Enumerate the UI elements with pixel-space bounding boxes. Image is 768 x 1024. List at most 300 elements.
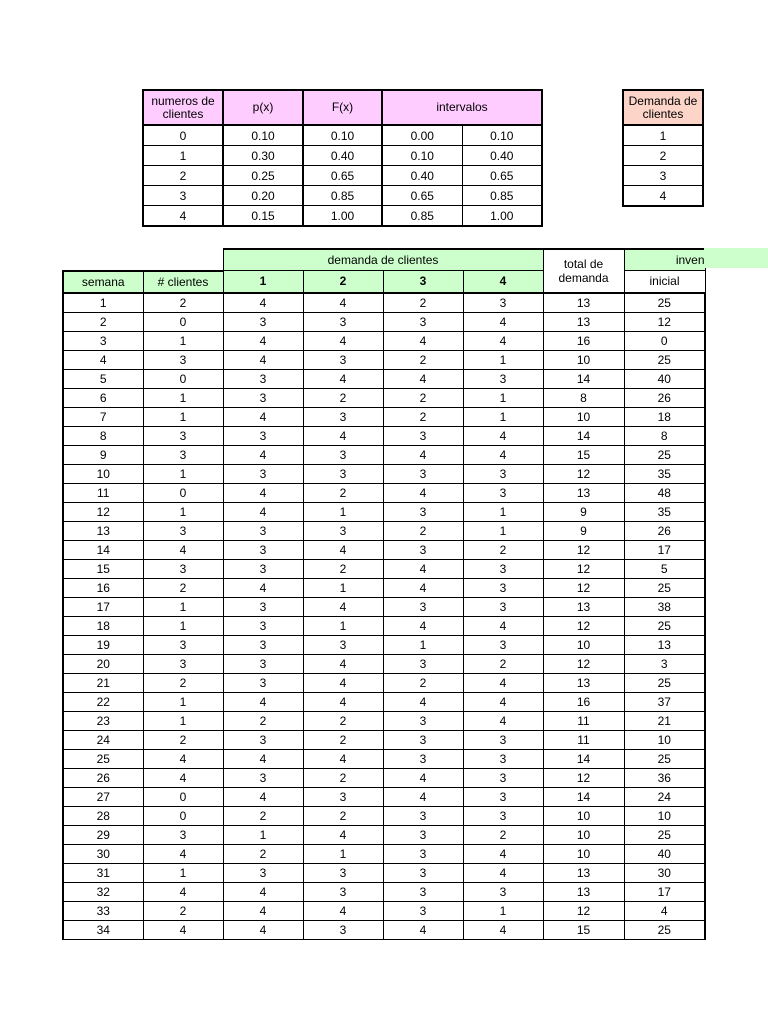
table-cell: 3 <box>63 331 143 350</box>
table-cell: 3 <box>463 768 543 787</box>
table-cell: 4 <box>383 616 463 635</box>
demand-row <box>623 125 703 146</box>
table-cell: 3 <box>223 673 303 692</box>
table-cell: 25 <box>624 293 705 313</box>
table-cell: 16 <box>63 578 143 597</box>
table-cell: 4 <box>463 616 543 635</box>
table-cell: 3 <box>463 578 543 597</box>
table-cell: 2 <box>63 312 143 331</box>
table-cell: 25 <box>63 749 143 768</box>
table-cell: 8 <box>63 426 143 445</box>
demand-cell: 1 <box>623 125 703 146</box>
table-cell: 3 <box>223 559 303 578</box>
table-cell: 21 <box>624 711 705 730</box>
header-demand-3: 3 <box>383 271 463 293</box>
probability-cell: 1.00 <box>462 206 542 227</box>
table-row <box>63 654 705 673</box>
table-cell: 25 <box>624 616 705 635</box>
table-cell: 24 <box>63 730 143 749</box>
table-cell: 1 <box>463 350 543 369</box>
table-cell: 4 <box>383 578 463 597</box>
table-row <box>63 464 705 483</box>
table-cell: 3 <box>223 635 303 654</box>
table-row <box>63 559 705 578</box>
table-cell: 3 <box>223 521 303 540</box>
table-cell: 3 <box>223 540 303 559</box>
table-cell: 3 <box>303 350 383 369</box>
table-cell: 4 <box>223 502 303 521</box>
table-cell: 3 <box>223 654 303 673</box>
probability-cell: 0.65 <box>382 186 462 206</box>
probability-row <box>143 125 542 146</box>
table-row <box>63 635 705 654</box>
table-cell: 25 <box>624 749 705 768</box>
table-cell: 2 <box>143 901 223 920</box>
table-cell: 0 <box>143 787 223 806</box>
probability-header-row <box>143 90 542 125</box>
table-cell: 1 <box>383 635 463 654</box>
table-row <box>63 350 705 369</box>
table-row <box>63 616 705 635</box>
header-total-demanda: total de demanda <box>543 249 624 293</box>
probability-cell: 1.00 <box>303 206 382 227</box>
table-cell: 4 <box>463 844 543 863</box>
table-cell: 13 <box>543 673 624 692</box>
table-cell: 3 <box>303 635 383 654</box>
table-cell: 1 <box>143 711 223 730</box>
table-cell: 30 <box>63 844 143 863</box>
table-cell: 3 <box>463 806 543 825</box>
table-row <box>63 293 705 313</box>
table-cell: 4 <box>143 844 223 863</box>
table-cell: 3 <box>383 502 463 521</box>
table-cell: 4 <box>143 540 223 559</box>
table-cell: 26 <box>624 521 705 540</box>
table-cell: 0 <box>143 806 223 825</box>
table-cell: 11 <box>543 711 624 730</box>
table-cell: 4 <box>383 920 463 939</box>
header-demand-4: 4 <box>463 271 543 293</box>
table-cell: 4 <box>223 920 303 939</box>
table-cell: 11 <box>543 730 624 749</box>
table-cell: 2 <box>143 673 223 692</box>
table-row <box>63 825 705 844</box>
table-cell: 4 <box>223 445 303 464</box>
header-inventario: inven <box>624 249 705 271</box>
table-cell: 23 <box>63 711 143 730</box>
table-cell: 19 <box>63 635 143 654</box>
table-row <box>63 882 705 901</box>
table-cell: 3 <box>143 635 223 654</box>
table-row <box>63 578 705 597</box>
table-cell: 3 <box>383 863 463 882</box>
table-cell: 5 <box>63 369 143 388</box>
probability-cell: 2 <box>143 166 223 186</box>
table-cell: 2 <box>303 559 383 578</box>
table-cell: 2 <box>463 654 543 673</box>
table-cell: 3 <box>624 654 705 673</box>
table-cell: 4 <box>463 711 543 730</box>
table-cell: 13 <box>543 882 624 901</box>
table-row <box>63 920 705 939</box>
table-cell: 1 <box>463 502 543 521</box>
probability-cell: 1 <box>143 146 223 166</box>
header-clientes: # clientes <box>143 271 223 293</box>
table-cell: 3 <box>383 711 463 730</box>
table-row <box>63 711 705 730</box>
table-cell: 13 <box>543 863 624 882</box>
table-cell: 17 <box>624 882 705 901</box>
table-cell: 3 <box>303 407 383 426</box>
table-cell: 33 <box>63 901 143 920</box>
table-cell: 4 <box>143 768 223 787</box>
table-cell: 15 <box>543 445 624 464</box>
table-cell: 4 <box>223 407 303 426</box>
table-cell: 2 <box>383 293 463 313</box>
table-cell: 11 <box>63 483 143 502</box>
table-cell: 3 <box>463 464 543 483</box>
probability-cell: 4 <box>143 206 223 227</box>
probability-cell: 0.20 <box>223 186 303 206</box>
probability-cell: 0.15 <box>223 206 303 227</box>
table-cell: 17 <box>63 597 143 616</box>
probability-cell: 0.65 <box>303 166 382 186</box>
table-cell: 4 <box>383 445 463 464</box>
table-cell: 6 <box>63 388 143 407</box>
table-cell: 4 <box>223 787 303 806</box>
table-cell: 25 <box>624 920 705 939</box>
table-cell: 4 <box>303 369 383 388</box>
table-cell: 3 <box>383 806 463 825</box>
table-cell: 1 <box>143 407 223 426</box>
table-cell: 3 <box>463 597 543 616</box>
table-cell: 3 <box>223 388 303 407</box>
table-cell: 36 <box>624 768 705 787</box>
probability-cell: 0.85 <box>462 186 542 206</box>
table-cell: 1 <box>143 388 223 407</box>
table-cell: 4 <box>624 901 705 920</box>
table-cell: 34 <box>63 920 143 939</box>
table-cell: 25 <box>624 445 705 464</box>
table-cell: 4 <box>143 882 223 901</box>
probability-table <box>142 89 543 227</box>
table-cell: 3 <box>143 521 223 540</box>
table-cell: 3 <box>463 559 543 578</box>
table-cell: 27 <box>63 787 143 806</box>
table-cell: 3 <box>143 559 223 578</box>
probability-cell: 0.85 <box>303 186 382 206</box>
probability-cell: 0.10 <box>462 125 542 146</box>
table-cell: 3 <box>383 464 463 483</box>
table-cell: 4 <box>303 673 383 692</box>
table-cell: 4 <box>303 749 383 768</box>
table-cell: 4 <box>383 787 463 806</box>
table-cell: 3 <box>463 635 543 654</box>
table-cell: 3 <box>223 369 303 388</box>
table-row <box>63 426 705 445</box>
header-fx: F(x) <box>303 90 382 125</box>
table-cell: 3 <box>303 863 383 882</box>
empty-cell <box>143 249 223 271</box>
table-cell: 0 <box>143 312 223 331</box>
table-cell: 17 <box>624 540 705 559</box>
table-cell: 4 <box>383 559 463 578</box>
table-cell: 3 <box>143 426 223 445</box>
table-cell: 48 <box>624 483 705 502</box>
header-intervalos: intervalos <box>382 90 542 125</box>
table-cell: 20 <box>63 654 143 673</box>
table-cell: 9 <box>543 521 624 540</box>
header-demand-2: 2 <box>303 271 383 293</box>
table-cell: 1 <box>143 616 223 635</box>
table-cell: 16 <box>543 692 624 711</box>
table-cell: 15 <box>63 559 143 578</box>
table-cell: 3 <box>303 787 383 806</box>
probability-cell: 0.10 <box>303 125 382 146</box>
table-cell: 4 <box>463 312 543 331</box>
table-cell: 3 <box>463 749 543 768</box>
table-cell: 18 <box>624 407 705 426</box>
table-cell: 2 <box>143 730 223 749</box>
simulation-group-header-row <box>63 249 705 271</box>
table-row <box>63 692 705 711</box>
probability-cell: 3 <box>143 186 223 206</box>
probability-cell: 0.85 <box>382 206 462 227</box>
table-cell: 3 <box>463 730 543 749</box>
table-cell: 4 <box>383 483 463 502</box>
table-cell: 3 <box>303 445 383 464</box>
table-cell: 10 <box>63 464 143 483</box>
table-cell: 1 <box>223 825 303 844</box>
table-cell: 8 <box>543 388 624 407</box>
table-cell: 4 <box>303 293 383 313</box>
table-cell: 1 <box>143 464 223 483</box>
table-row <box>63 787 705 806</box>
table-cell: 4 <box>463 863 543 882</box>
table-cell: 12 <box>543 654 624 673</box>
table-cell: 40 <box>624 844 705 863</box>
header-numeros-clientes: numeros de clientes <box>143 90 223 125</box>
table-cell: 2 <box>383 521 463 540</box>
table-cell: 2 <box>143 578 223 597</box>
header-demanda-de-clientes: demanda de clientes <box>223 249 543 271</box>
table-cell: 12 <box>543 559 624 578</box>
table-cell: 25 <box>624 673 705 692</box>
table-cell: 13 <box>543 597 624 616</box>
table-cell: 25 <box>624 578 705 597</box>
table-cell: 4 <box>303 692 383 711</box>
empty-cell <box>63 249 143 271</box>
probability-row <box>143 206 542 227</box>
table-cell: 1 <box>303 502 383 521</box>
table-cell: 2 <box>383 350 463 369</box>
table-cell: 13 <box>543 293 624 313</box>
table-cell: 22 <box>63 692 143 711</box>
table-cell: 1 <box>303 844 383 863</box>
table-cell: 3 <box>303 312 383 331</box>
table-cell: 4 <box>383 331 463 350</box>
demand-cell: 3 <box>623 166 703 186</box>
table-cell: 10 <box>543 350 624 369</box>
table-cell: 25 <box>624 350 705 369</box>
probability-cell: 0.40 <box>303 146 382 166</box>
table-cell: 3 <box>223 597 303 616</box>
table-cell: 2 <box>303 711 383 730</box>
demand-values-table <box>622 89 704 207</box>
table-cell: 3 <box>463 293 543 313</box>
table-cell: 3 <box>223 768 303 787</box>
header-semana: semana <box>63 271 143 293</box>
table-cell: 1 <box>143 692 223 711</box>
table-cell: 7 <box>63 407 143 426</box>
table-cell: 35 <box>624 464 705 483</box>
table-cell: 3 <box>383 540 463 559</box>
table-row <box>63 806 705 825</box>
table-cell: 25 <box>624 825 705 844</box>
probability-row <box>143 146 542 166</box>
table-row <box>63 388 705 407</box>
table-cell: 12 <box>63 502 143 521</box>
table-cell: 4 <box>463 920 543 939</box>
table-row <box>63 483 705 502</box>
demand-row <box>623 146 703 166</box>
table-cell: 12 <box>543 768 624 787</box>
table-cell: 3 <box>383 844 463 863</box>
table-cell: 12 <box>543 464 624 483</box>
table-cell: 2 <box>303 388 383 407</box>
table-cell: 2 <box>383 673 463 692</box>
table-cell: 3 <box>223 426 303 445</box>
table-cell: 4 <box>463 331 543 350</box>
table-cell: 4 <box>383 768 463 787</box>
table-cell: 4 <box>303 825 383 844</box>
table-cell: 0 <box>143 483 223 502</box>
table-cell: 4 <box>223 331 303 350</box>
table-cell: 13 <box>624 635 705 654</box>
table-cell: 4 <box>303 540 383 559</box>
table-cell: 1 <box>303 616 383 635</box>
table-cell: 3 <box>303 464 383 483</box>
table-cell: 1 <box>463 901 543 920</box>
table-cell: 3 <box>383 825 463 844</box>
table-cell: 2 <box>223 844 303 863</box>
table-cell: 4 <box>223 901 303 920</box>
table-cell: 14 <box>63 540 143 559</box>
table-row <box>63 521 705 540</box>
table-row <box>63 749 705 768</box>
table-cell: 12 <box>543 540 624 559</box>
table-cell: 29 <box>63 825 143 844</box>
table-cell: 1 <box>463 388 543 407</box>
table-cell: 10 <box>543 806 624 825</box>
table-cell: 24 <box>624 787 705 806</box>
table-cell: 0 <box>624 331 705 350</box>
table-cell: 1 <box>143 502 223 521</box>
table-cell: 10 <box>543 825 624 844</box>
table-cell: 2 <box>223 711 303 730</box>
table-cell: 32 <box>63 882 143 901</box>
table-cell: 4 <box>303 901 383 920</box>
table-cell: 12 <box>543 901 624 920</box>
probability-row <box>143 166 542 186</box>
table-cell: 3 <box>463 787 543 806</box>
table-cell: 0 <box>143 369 223 388</box>
table-cell: 1 <box>463 407 543 426</box>
probability-cell: 0 <box>143 125 223 146</box>
table-cell: 4 <box>223 749 303 768</box>
probability-cell: 0.30 <box>223 146 303 166</box>
table-cell: 3 <box>383 426 463 445</box>
table-cell: 10 <box>624 806 705 825</box>
probability-cell: 0.65 <box>462 166 542 186</box>
table-cell: 3 <box>383 749 463 768</box>
table-cell: 3 <box>383 882 463 901</box>
probability-cell: 0.00 <box>382 125 462 146</box>
table-cell: 4 <box>223 882 303 901</box>
table-cell: 4 <box>383 692 463 711</box>
table-cell: 3 <box>383 312 463 331</box>
table-cell: 37 <box>624 692 705 711</box>
table-cell: 4 <box>143 920 223 939</box>
table-cell: 4 <box>463 445 543 464</box>
table-cell: 14 <box>543 426 624 445</box>
table-cell: 12 <box>543 616 624 635</box>
probability-cell: 0.10 <box>223 125 303 146</box>
table-cell: 3 <box>383 730 463 749</box>
table-cell: 2 <box>143 293 223 313</box>
probability-cell: 0.25 <box>223 166 303 186</box>
table-row <box>63 445 705 464</box>
table-cell: 3 <box>303 920 383 939</box>
table-cell: 2 <box>463 540 543 559</box>
probability-row <box>143 186 542 206</box>
table-cell: 2 <box>303 483 383 502</box>
table-cell: 14 <box>543 787 624 806</box>
simulation-table <box>62 248 706 940</box>
header-demanda-clientes: Demanda de clientes <box>623 90 703 125</box>
table-cell: 38 <box>624 597 705 616</box>
probability-cell: 0.40 <box>462 146 542 166</box>
header-demand-1: 1 <box>223 271 303 293</box>
table-cell: 3 <box>383 901 463 920</box>
table-cell: 2 <box>303 768 383 787</box>
table-cell: 4 <box>303 331 383 350</box>
table-cell: 13 <box>543 483 624 502</box>
table-cell: 1 <box>143 863 223 882</box>
table-cell: 1 <box>63 293 143 313</box>
demand-row <box>623 166 703 186</box>
table-row <box>63 502 705 521</box>
header-px: p(x) <box>223 90 303 125</box>
table-cell: 10 <box>543 635 624 654</box>
table-cell: 4 <box>303 654 383 673</box>
table-cell: 4 <box>463 673 543 692</box>
table-cell: 2 <box>303 806 383 825</box>
table-cell: 5 <box>624 559 705 578</box>
table-cell: 3 <box>143 350 223 369</box>
table-cell: 26 <box>624 388 705 407</box>
table-cell: 2 <box>463 825 543 844</box>
table-cell: 3 <box>143 825 223 844</box>
table-row <box>63 768 705 787</box>
table-cell: 3 <box>463 882 543 901</box>
probability-cell: 0.40 <box>382 166 462 186</box>
table-cell: 16 <box>543 331 624 350</box>
table-row <box>63 673 705 692</box>
table-cell: 3 <box>303 521 383 540</box>
table-cell: 3 <box>223 616 303 635</box>
table-cell: 28 <box>63 806 143 825</box>
